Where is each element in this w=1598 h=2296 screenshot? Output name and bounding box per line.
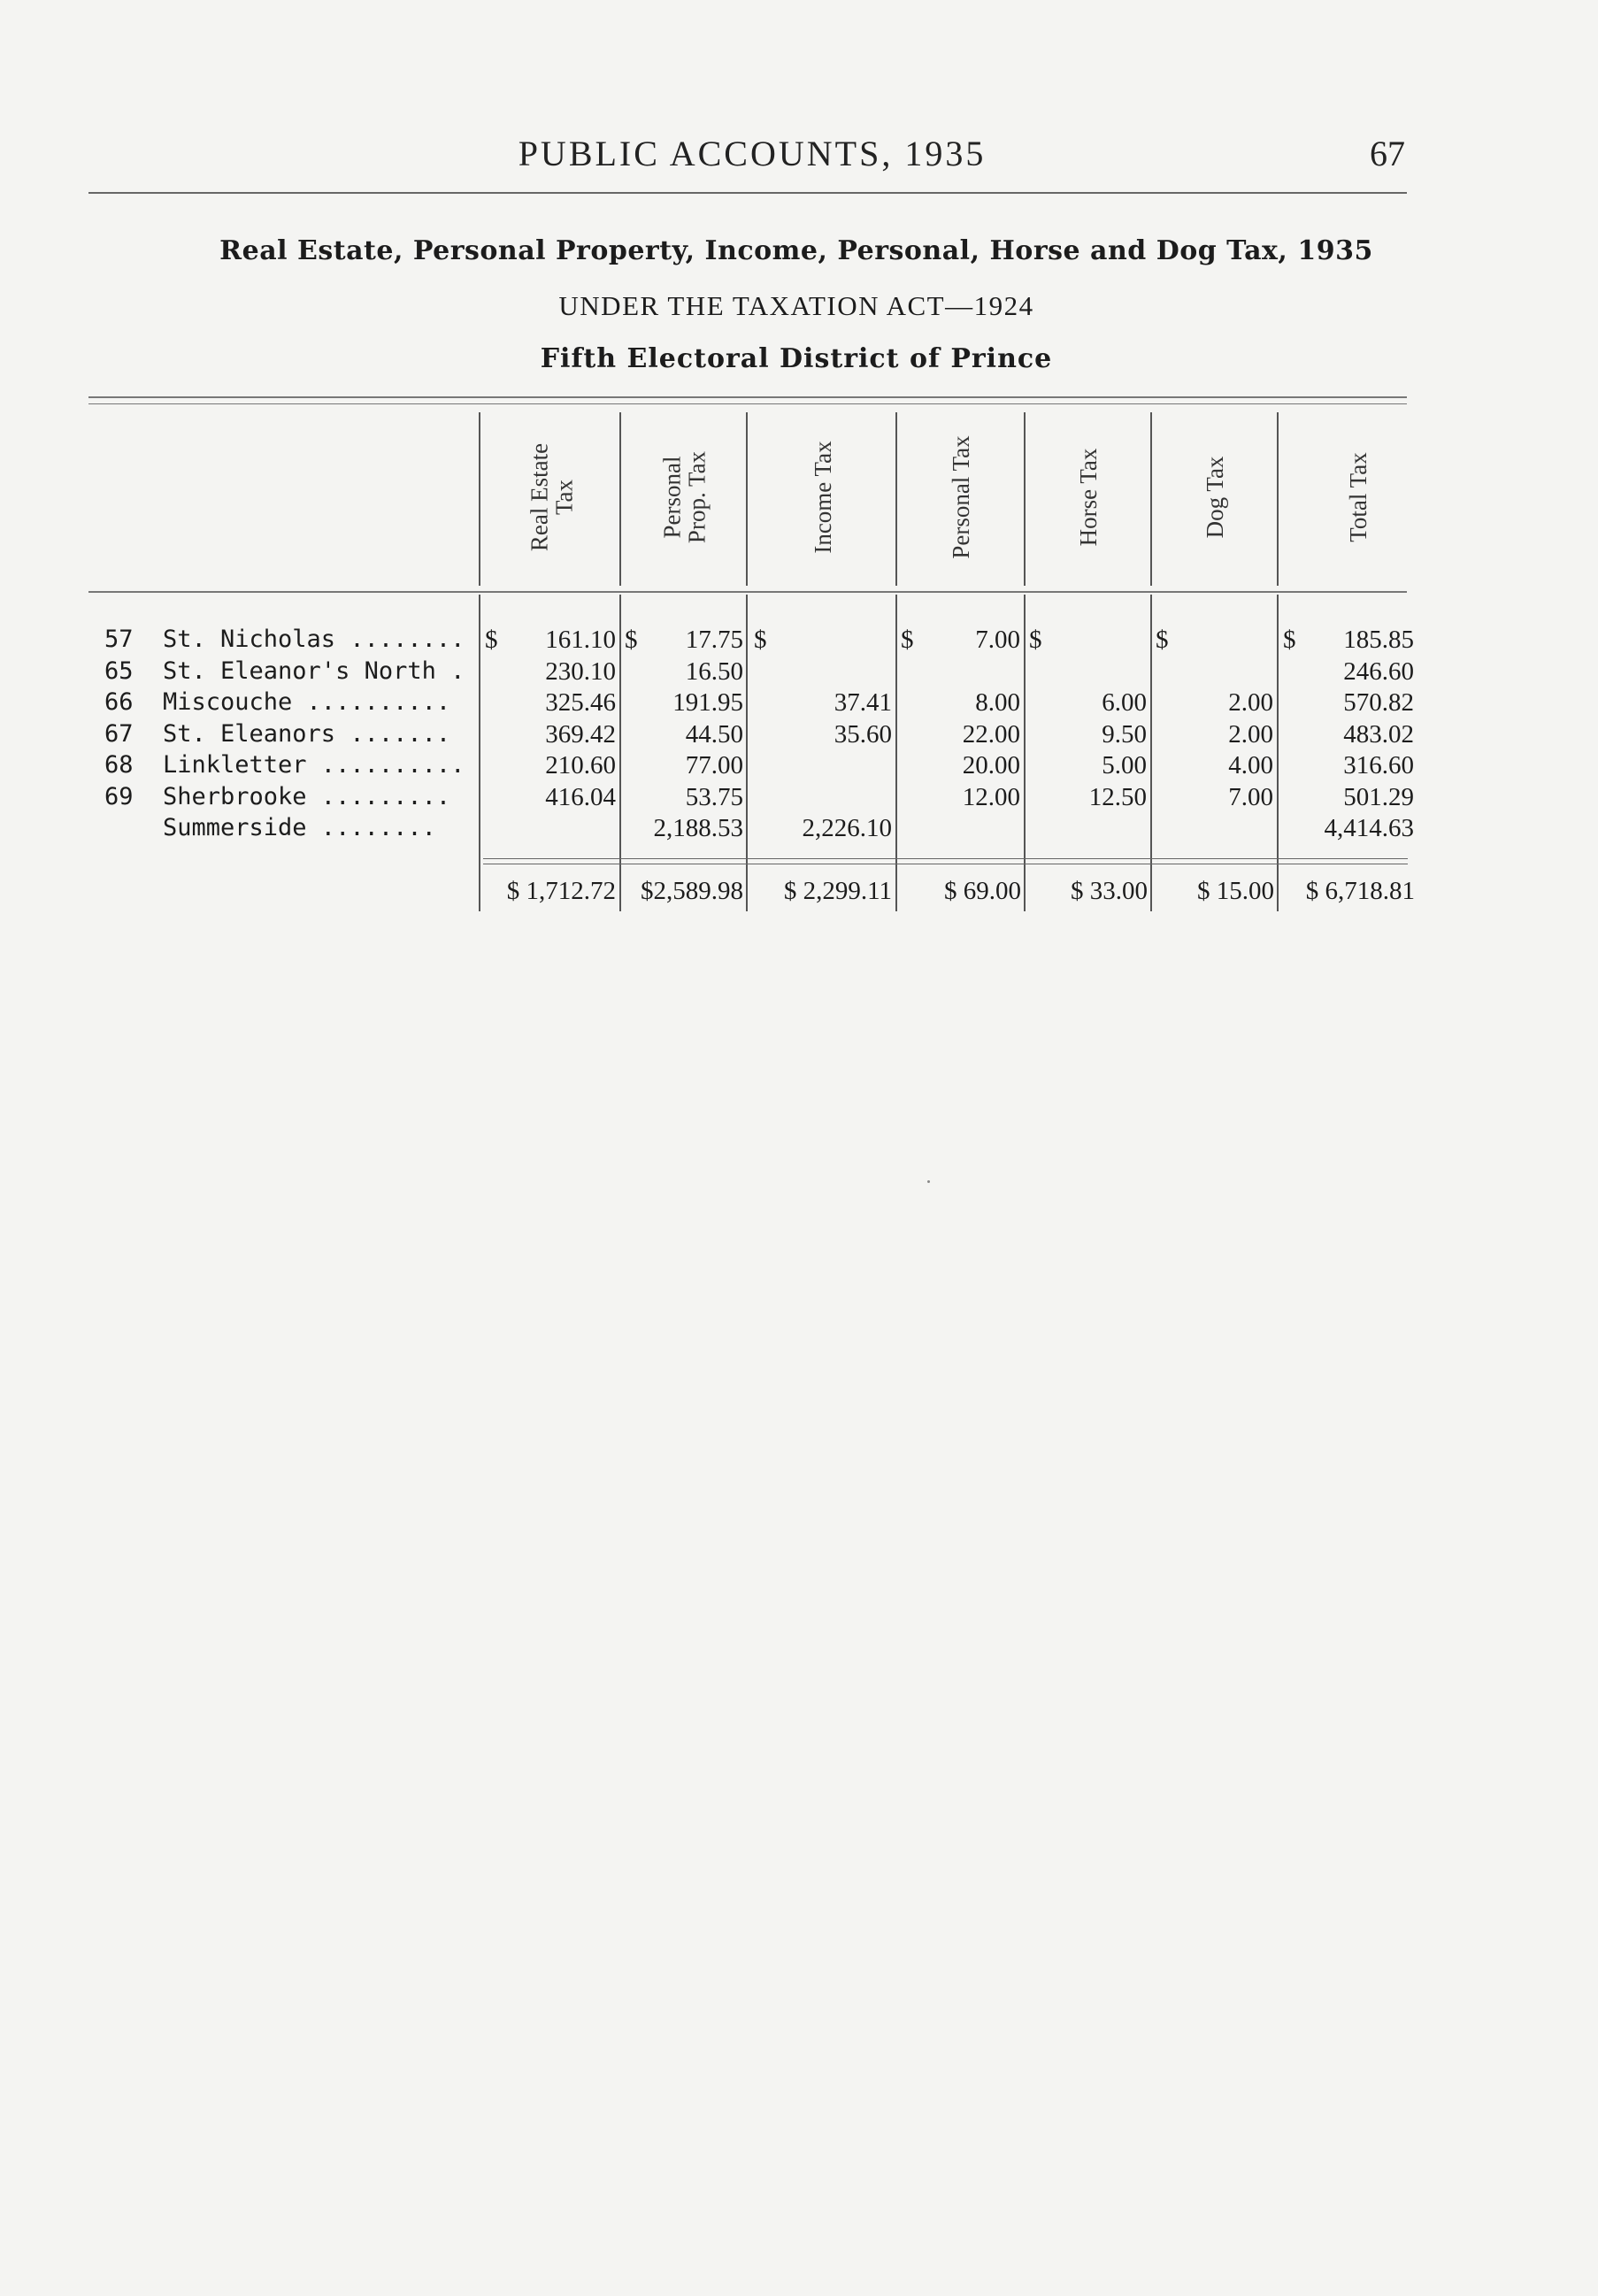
cell-horse: 5.00: [1102, 751, 1147, 779]
cell-real-estate: 416.04: [545, 782, 616, 811]
table-title: Real Estate, Personal Property, Income, Personal, Horse and Dog Tax, 1935: [219, 235, 1373, 266]
cell-income: 2,226.10: [802, 814, 892, 842]
total-real-estate: $ 1,712.72: [506, 877, 616, 905]
cell-horse: 9.50: [1102, 719, 1147, 749]
cell-dog: 4.00: [1228, 751, 1273, 779]
row-name: Sherbrooke .........: [163, 782, 451, 810]
cell-personal-prop: 53.75: [685, 782, 743, 811]
row-number: 68: [104, 751, 134, 779]
running-head: PUBLIC ACCOUNTS, 1935: [518, 134, 987, 173]
row-number: 57: [104, 626, 134, 653]
currency-symbol: $: [1156, 626, 1169, 654]
cell-personal: 7.00: [975, 626, 1020, 654]
cell-total: 483.02: [1343, 719, 1414, 749]
cell-personal: 8.00: [975, 688, 1020, 717]
cell-personal-prop: 77.00: [685, 751, 743, 779]
cell-personal-prop: 16.50: [685, 657, 743, 686]
cell-total: 316.60: [1343, 751, 1414, 779]
currency-symbol: $: [625, 626, 638, 654]
row-name: Miscouche ..........: [163, 688, 451, 716]
cell-real-estate: 230.10: [545, 657, 616, 686]
row-number: 66: [104, 688, 134, 716]
row-name: St. Eleanor's North .: [163, 657, 465, 685]
total-personal: $ 69.00: [944, 877, 1021, 905]
cell-real-estate: 161.10: [545, 626, 616, 654]
table-top-rule-thin: [88, 403, 1407, 404]
currency-symbol: $: [1029, 626, 1042, 654]
cell-dog: 2.00: [1228, 688, 1273, 717]
row-name: St. Nicholas ........: [163, 626, 465, 653]
cell-income: 35.60: [834, 719, 892, 749]
col-divider: [1150, 412, 1152, 586]
currency-symbol: $: [1283, 626, 1296, 654]
row-name: Linkletter ..........: [163, 751, 465, 779]
cell-income: 37.41: [834, 688, 892, 717]
row-number: 67: [104, 719, 134, 748]
header-bottom-rule: [88, 591, 1407, 593]
total-horse: $ 33.00: [1071, 877, 1148, 905]
cell-total: 4,414.63: [1324, 814, 1414, 842]
col-divider: [1277, 412, 1279, 586]
page-speck: [927, 1180, 930, 1183]
cell-total: 185.85: [1343, 626, 1414, 654]
total-personal-prop: $2,589.98: [641, 877, 743, 905]
total-income: $ 2,299.11: [783, 877, 892, 905]
row-name: Summerside ........: [163, 814, 436, 841]
cell-personal: 20.00: [962, 751, 1020, 779]
cell-personal-prop: 191.95: [672, 688, 743, 717]
cell-personal-prop: 17.75: [685, 626, 743, 654]
col-divider: [1024, 412, 1026, 586]
col-divider: [479, 595, 480, 911]
table-subtitle: UNDER THE TAXATION ACT—1924: [558, 290, 1034, 321]
cell-total: 246.60: [1343, 657, 1414, 686]
row-number: 69: [104, 782, 134, 810]
cell-personal: 12.00: [962, 782, 1020, 811]
col-divider: [479, 412, 480, 586]
currency-symbol: $: [754, 626, 767, 654]
cell-real-estate: 369.42: [545, 719, 616, 749]
col-divider: [746, 412, 748, 586]
currency-symbol: $: [485, 626, 498, 654]
currency-symbol: $: [901, 626, 914, 654]
row-name: St. Eleanors .......: [163, 719, 451, 748]
total-total-tax: $ 6,718.81: [1305, 877, 1415, 905]
col-divider: [619, 412, 621, 586]
cell-dog: 2.00: [1228, 719, 1273, 749]
col-divider: [895, 412, 897, 586]
cell-dog: 7.00: [1228, 782, 1273, 811]
cell-personal-prop: 2,188.53: [653, 814, 743, 842]
cell-horse: 6.00: [1102, 688, 1147, 717]
total-dog: $ 15.00: [1197, 877, 1274, 905]
cell-personal-prop: 44.50: [685, 719, 743, 749]
page-number: 67: [1370, 134, 1405, 173]
cell-total: 501.29: [1343, 782, 1414, 811]
totals-rule: [483, 858, 1408, 859]
cell-real-estate: 325.46: [545, 688, 616, 717]
table-top-rule: [88, 396, 1407, 398]
cell-personal: 22.00: [962, 719, 1020, 749]
district-heading: Fifth Electoral District of Prince: [540, 343, 1053, 374]
cell-real-estate: 210.60: [545, 751, 616, 779]
cell-total: 570.82: [1343, 688, 1414, 717]
cell-horse: 12.50: [1088, 782, 1147, 811]
header-rule: [88, 192, 1407, 194]
row-number: 65: [104, 657, 134, 685]
